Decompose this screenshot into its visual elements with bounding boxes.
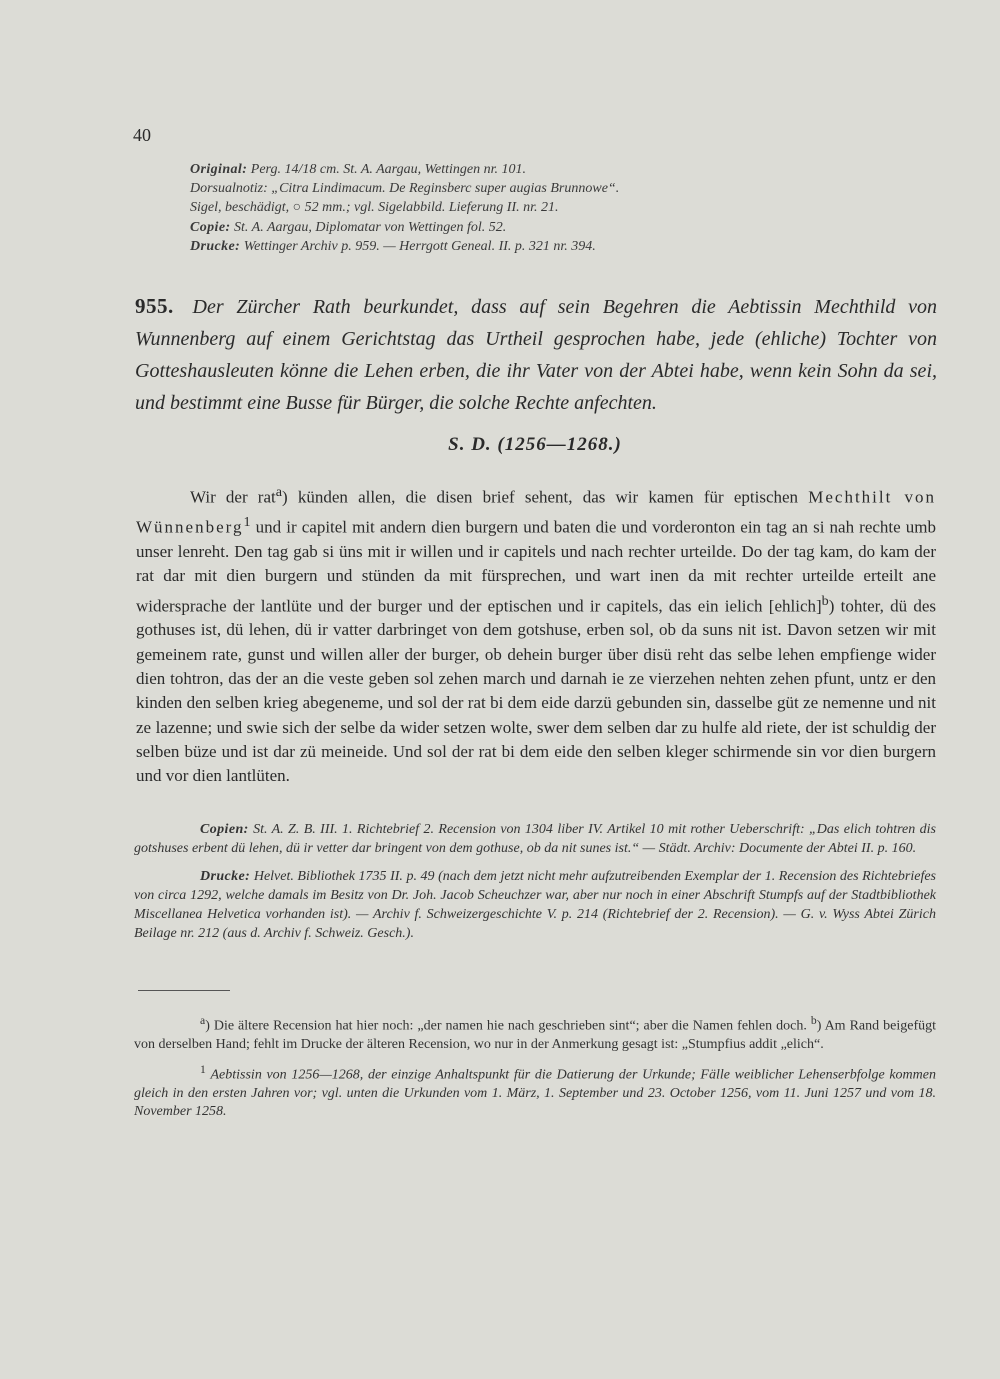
original-label: Original: xyxy=(190,162,248,177)
copien-label: Copien: xyxy=(200,822,249,837)
footnote-mark-1: 1 xyxy=(200,1062,206,1076)
charter-date: S. D. (1256—1268.) xyxy=(448,434,622,455)
body-text: ) tohter, dü des gothuses ist, dü lehen, dü ir vatter darbringet von dem gotshuse, erben sol, ob da suns nit ist. Davon setzen wir mit gemeinem rate, gunst und willen aller der burger, ob dehein burger über disü reht das selbe lehen empfienge wider dien tohtron, das der an die veste geben sol zehen march und darnah ie ze vierzehen nehten zehen pfunt, untz er den kinden den selben krieg abegeneme, und sol der rat bi dem eide darzü gebunden sin, dasselbe güt ze nemenne und nit ze lazenne; und swie sich der selbe da wider setzen wolte, swer dem selben dar zu hulfe ald riete, der ist schuldig der selben büze und ist dar zü meineide. Und sol der rat bi dem eide den selben kleger schirmende sin vor dien burgern und vor dien lantlüten. xyxy=(136,596,936,786)
charter-paragraph xyxy=(136,480,936,789)
copy-line xyxy=(190,218,790,237)
charter-summary xyxy=(135,290,937,419)
footnotes xyxy=(134,1012,936,1128)
editorial-notes xyxy=(134,820,936,952)
copies-note xyxy=(134,820,936,859)
drucke-label: Drucke: xyxy=(190,238,241,254)
body-text: Wir der rat xyxy=(190,487,276,507)
body-text: ) künden allen, die disen brief sehent, das wir kamen für eptischen xyxy=(282,487,799,507)
footnote-ref-b: b xyxy=(821,592,829,609)
footnote-mark-b: b xyxy=(810,1014,817,1027)
copie-label: Copie: xyxy=(190,219,231,235)
footnote-ref-1: 1 xyxy=(243,513,251,530)
page-number: 40 xyxy=(133,125,151,145)
footnote-divider xyxy=(138,990,230,991)
prints-line xyxy=(190,237,790,256)
footnote-1 xyxy=(134,1061,936,1122)
copien-text: St. A. Z. B. III. 1. Richtebrief 2. Recension von 1304 liber IV. Artikel 10 mit rother Ueberschrift: „Das elich tohtren dis gotshuses erbent dü lehen, dü ir vetter dar bringent von dem gothuse, ob da nit sunes ist.“ — Städt. Archiv: Documente der Abtei II. p. 160. xyxy=(134,822,936,857)
footnote-1-text: Aebtissin von 1256—1268, der einzige Anhaltspunkt für die Datierung der Urkunde; Fälle weiblicher Lehenserbfolge kommen gleich in den ersten Jahren vor; vgl. unten die Urkunden vom 1. März, 1. September und 23. October 1256, vom 11. Juni 1257 und vom 18. November 1258. xyxy=(134,1067,936,1120)
charter-number: 955. xyxy=(135,294,174,318)
drucke-note-label: Drucke: xyxy=(200,868,251,884)
drucke-note-text: Helvet. Bibliothek 1735 II. p. 49 (nach dem jetzt nicht mehr aufzutreibenden Exemplar der 1. Recension des Richtebriefes von circa 1292, welche damals im Besitz von Dr. Joh. Jacob Scheuchzer war, aber nur noch in einer Abschrift Stumpfs auf der Stadtbibliothek Miscellanea Helvetica vorhanden ist). — Archiv f. Schweizergeschichte V. p. 214 (Richtebrief der 2. Recension). — G. v. Wyss Abtei Zürich Beilage nr. 212 (aus d. Archiv f. Schweiz. Gesch.). xyxy=(134,868,937,942)
source-metadata xyxy=(190,160,790,256)
original-line xyxy=(190,160,790,179)
footnote-a-text: ) Die ältere Recension hat hier noch: „der namen hie nach geschrieben sint“; aber die Namen fehlen doch. xyxy=(205,1018,807,1034)
footnote-mark-a: a xyxy=(200,1014,206,1027)
original-text: Perg. 14/18 cm. St. A. Aargau, Wettingen nr. 101. xyxy=(250,162,526,177)
copie-text: St. A. Aargau, Diplomatar von Wettingen fol. 52. xyxy=(234,219,507,235)
footnote-ab xyxy=(134,1012,936,1055)
prints-note xyxy=(134,867,936,944)
charter-date-line xyxy=(0,434,1000,456)
person-name: Mechthilt von Wünnenberg xyxy=(136,487,937,537)
dorsual-note: Dorsualnotiz: „Citra Lindimacum. De Reginsberc super augias Brunnowe“. xyxy=(190,181,620,197)
drucke-text: Wettinger Archiv p. 959. — Herrgott Geneal. II. p. 321 nr. 394. xyxy=(243,238,596,254)
footnote-b-text: ) Am Rand beigefügt von derselben Hand; fehlt im Drucke der älteren Recension, wo nur in der Anmerkung gesagt ist: „Stumpfius addit „elich“. xyxy=(134,1018,936,1053)
body-text: und ir capitel mit andern dien burgern und baten die und vorderonton ein tag an si nah rechte umb unser lenreht. Den tag gab si üns mit ir willen und ir capitels und nach rechter urteilde. Do der tag kam, do kam der rat dar mit dien burgern und stünden da mit fürsprechen, und wart inen da mit rechter urteilde erteilt ane widersprache der lantlüte und der burger und der eptischen und ir capitels, das ein ielich [ehlich] xyxy=(136,517,937,616)
charter-text xyxy=(136,480,936,789)
footnote-ref-a: a xyxy=(275,484,283,500)
seal-note: Sigel, beschädigt, ○ 52 mm.; vgl. Sigelabbild. Lieferung II. nr. 21. xyxy=(190,200,559,216)
charter-summary-text: Der Zürcher Rath beurkundet, dass auf sein Begehren die Aebtissin Mechthild von Wunnenberg auf einem Gerichtstag das Urtheil gesprochen habe, jede (ehliche) Tochter von Gotteshausleuten könne die Lehen erben, die ihr Vater von der Abtei habe, wenn kein Sohn da sei, und bestimmt eine Busse für Bürger, die solche Rechte anfechten. xyxy=(135,296,938,414)
